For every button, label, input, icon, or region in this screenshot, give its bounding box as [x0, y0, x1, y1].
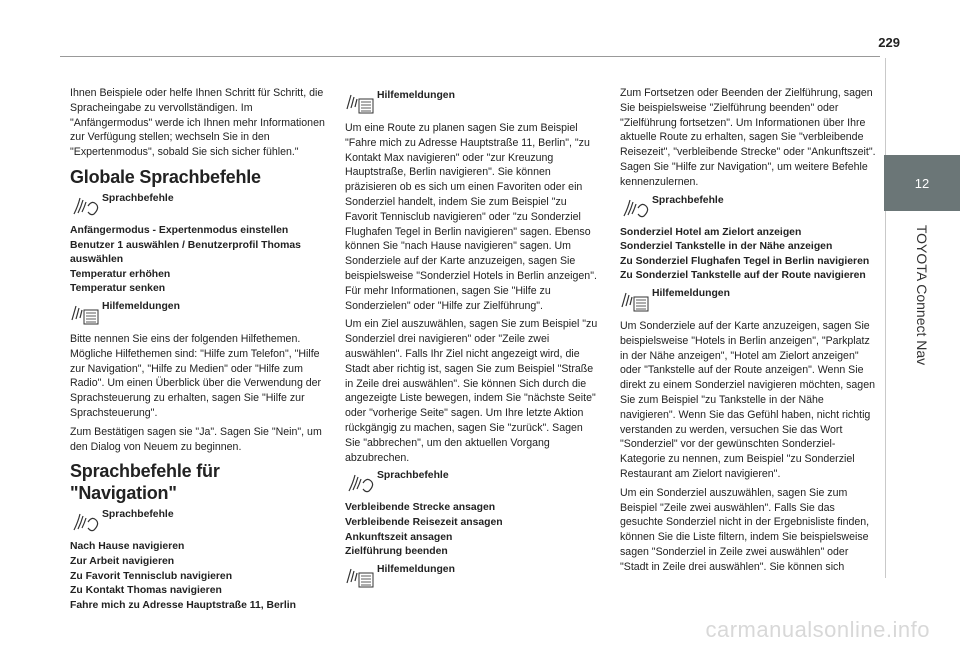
help-message-icon — [620, 287, 652, 315]
help-messages-label: Hilfemeldungen — [377, 90, 455, 101]
column-3 — [620, 86, 876, 579]
command-item: Anfängermodus - Expertenmodus einstellen — [70, 224, 289, 236]
command-item: Temperatur senken — [70, 283, 166, 295]
command-item: Ankunftszeit ansagen — [345, 531, 453, 543]
voice-command-icon — [620, 194, 652, 222]
command-item: Zielführung beenden — [345, 546, 448, 558]
command-item: Sonderziel Tankstelle in der Nähe anzeigen — [620, 241, 833, 253]
help-message-icon — [345, 89, 377, 117]
side-divider — [885, 58, 886, 578]
voice-commands-block — [70, 508, 326, 536]
command-item: Zur Arbeit navigieren — [70, 555, 175, 567]
help-paragraph: Um ein Ziel auszuwählen, sagen Sie zum Beispiel "zu Sonderziel drei navigieren" oder "Zeile zwei auswählen". Falls Ihr Ziel nicht angezeigt wird, die Stadt aber richtig ist, sagen Sie zum Beispiel "Straße in Zeile drei auswählen". Sie können Sich durch die angezeigte Liste bewegen, indem Sie "nächste Seite" oder "vorherige Seite" sagen. Um Ihre letzte Aktion rückgängig zu machen, sagen Sie "zurück". Sagen Sie "abbrechen", um den aktuellen Vorgang abzubrechen. — [345, 318, 598, 464]
command-item: Zu Favorit Tennisclub navigieren — [70, 570, 233, 582]
command-list — [345, 501, 601, 559]
help-paragraph: Bitte nennen Sie eins der folgenden Hilfethemen. Mögliche Hilfethemen sind: "Hilfe zum Telefon", "Hilfe zur Navigation", "Hilfe zu Medien" oder "Hilfe zum Radio". Um einen Überblick über die Verwendung der Sprachsteuerung zu erhalten, sagen Sie "Hilfe zur Sprachsteuerung". — [70, 332, 322, 419]
help-messages-block — [620, 287, 876, 315]
heading-global-voice-commands: Globale Sprachbefehle — [70, 166, 261, 187]
page-number: 229 — [878, 35, 900, 50]
command-item: Nach Hause navigieren — [70, 541, 185, 553]
command-item: Zu Sonderziel Flughafen Tegel in Berlin navigieren — [620, 255, 870, 267]
command-item: Sonderziel Hotel am Zielort anzeigen — [620, 226, 802, 238]
command-item: Verbleibende Reisezeit ansagen — [345, 516, 503, 528]
command-list — [70, 540, 326, 613]
heading-navigation-voice-commands: Sprachbefehle für "Navigation" — [70, 461, 220, 504]
voice-commands-block — [70, 192, 326, 220]
column-1 — [70, 86, 326, 615]
voice-command-icon — [345, 469, 377, 497]
chapter-label: TOYOTA Connect Nav — [914, 224, 930, 366]
top-divider — [60, 56, 880, 57]
help-messages-block — [345, 89, 601, 117]
voice-commands-label: Sprachbefehle — [377, 470, 449, 482]
command-item: Temperatur erhöhen — [70, 268, 171, 280]
command-item: Zu Sonderziel Tankstelle auf der Route navigieren — [620, 270, 866, 282]
column-2 — [345, 86, 601, 595]
voice-commands-block — [620, 194, 876, 222]
voice-commands-label: Sprachbefehle — [102, 192, 174, 204]
help-message-icon — [345, 563, 377, 591]
voice-command-icon — [70, 192, 102, 220]
help-paragraph: Um Sonderziele auf der Karte anzuzeigen, sagen Sie beispielsweise "Hotels in Berlin anzeigen", "Parkplatz in der Nähe anzeigen", "Hotel am Zielort anzeigen" oder "Tankstelle auf der Route anzeigen". Wenn Sie direkt zu einem Sonderziel navigieren möchten, sagen Sie zum Beispiel "zu Tankstelle in der Nähe navigieren". Wenn Sie das Gefühl haben, nicht richtig verstanden zu werden, versuchen Sie das Wort "Sonderziel" vor der gewünschten Sonderziel-Kategorie zu nennen, zum Beispiel "zu Sonderziel Restaurant am Zielort navigieren". — [620, 319, 875, 480]
help-paragraph: Um eine Route zu planen sagen Sie zum Beispiel "Fahre mich zu Adresse Hauptstraße 11, Berlin", "zu Kontakt Max navigieren" oder "zur Kreuzung Hauptstraße, Berlin navigieren". Sie können präzisieren ob es sich um einen Favoriten oder ein Sonderziel handelt, indem Sie zum Beispiel "zu Favorit Tennisclub navigieren" oder "zu Sonderziel Flughafen Tegel in Berlin navigieren" sagen. Ebenso können Sie "nach Hause navigieren" sagen. Um Sonderziele auf der Karte anzuzeigen, sagen Sie beispielsweise "Sonderziel Hotels in Berlin anzeigen". Für mehr Informationen, sagen Sie "Hilfe zu Sonderzielen" oder "Hilfe zur Zielführung". — [345, 122, 597, 312]
voice-commands-block — [345, 469, 601, 497]
help-messages-label: Hilfemeldungen — [377, 563, 455, 575]
command-item: Verbleibende Strecke ansagen — [345, 502, 496, 514]
command-item: Benutzer 1 auswählen / Benutzerprofil Thomas auswählen — [70, 239, 301, 266]
help-message-icon — [70, 300, 102, 328]
intro-paragraph: Zum Fortsetzen oder Beenden der Zielführung, sagen Sie beispielsweise "Zielführung beenden" oder "Zielführung fortsetzen". Um Informationen über Ihre aktuelle Route zu erhalten, sagen Sie "verbleibende Reisezeit", "verbleibende Strecke" oder "Ankunftszeit". Sagen Sie "Hilfe zur Navigation", um weitere Befehle kennenzulernen. — [620, 87, 876, 188]
help-messages-block — [70, 300, 326, 328]
command-list — [70, 224, 326, 297]
chapter-tab[interactable]: 12 — [884, 155, 960, 211]
voice-command-icon — [70, 508, 102, 536]
voice-commands-label: Sprachbefehle — [102, 509, 174, 521]
intro-paragraph: Ihnen Beispiele oder helfe Ihnen Schritt für Schritt, die Spracheingabe zu vervollständigen. Im "Anfängermodus" werde ich Ihnen mehr Informationen zur Verfügung stellen; wechseln Sie in den "Expertenmodus", sobald Sie sich sicher fühlen." — [70, 87, 325, 159]
help-messages-label: Hilfemeldungen — [102, 300, 180, 312]
help-paragraph: Zum Bestätigen sagen sie "Ja". Sagen Sie "Nein", um den Dialog von Neuem zu beginnen. — [70, 425, 322, 453]
voice-commands-label: Sprachbefehle — [652, 194, 724, 206]
help-paragraph: Um ein Sonderziel auszuwählen, sagen Sie zum Beispiel "Zeile zwei auswählen". Falls Sie das gesuchte Sonderziel nicht in der Ergebnisliste finden, können Sie die Liste filtern, indem Sie beispielsweise sagen "Sonderziel in Zeile zwei auswählen" oder "Stadt in Zeile drei auswählen". Sie können sich — [620, 486, 870, 573]
command-item: Zu Kontakt Thomas navigieren — [70, 585, 222, 597]
command-item: Fahre mich zu Adresse Hauptstraße 11, Berlin — [70, 599, 296, 611]
help-messages-label: Hilfemeldungen — [652, 287, 730, 299]
help-messages-block — [345, 563, 601, 591]
command-list — [620, 226, 876, 284]
watermark: carmanualsonline.info — [705, 617, 930, 642]
